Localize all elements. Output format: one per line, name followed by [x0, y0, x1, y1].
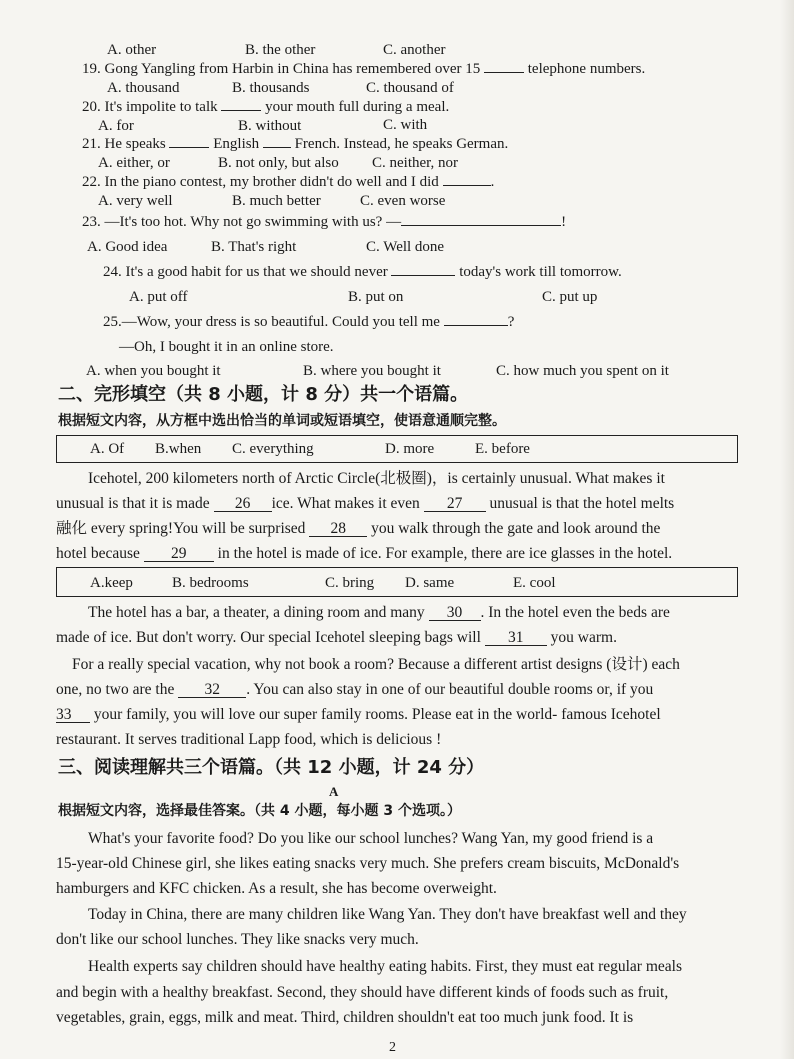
- word-box-1: [56, 435, 738, 463]
- q22-option-a: A. very well: [98, 193, 173, 209]
- q21-option-a: A. either, or: [98, 155, 170, 171]
- q20-option-c: C. with: [383, 117, 428, 133]
- word-box-1-item: A. Of: [90, 441, 125, 457]
- q24-option-b: B. put on: [348, 289, 404, 305]
- cloze-paragraph-1-line-3: 融化 every spring!You will be surprised 28 you walk through the gate and look around the: [56, 520, 661, 537]
- q18-option-a: A. other: [107, 42, 157, 58]
- word-box-2-item: C. bring: [325, 575, 375, 591]
- word-box-2-item: A.keep: [90, 575, 133, 591]
- reading-a-p3-line-1: Health experts say children should have healthy eating habits. First, they must eat regular meals: [88, 958, 683, 975]
- section-3-instruction: 根据短文内容，选择最佳答案。（共 4 小题，每小题 3 个选项。）: [58, 803, 461, 819]
- q25-reply: —Oh, I bought it in an online store.: [119, 339, 334, 355]
- word-box-1-item: E. before: [475, 441, 530, 457]
- reading-a-p1-line-1: What's your favorite food? Do you like our school lunches? Wang Yan, my good friend is a: [88, 830, 654, 847]
- q25-option-b: B. where you bought it: [303, 363, 441, 379]
- blank-32: 32: [178, 683, 246, 698]
- word-box-1-item: C. everything: [232, 441, 314, 457]
- blank-29: 29: [144, 547, 214, 562]
- section-2-instruction: 根据短文内容，从方框中选出恰当的单词或短语填空，使语意通顺完整。: [58, 413, 506, 429]
- word-box-1-item: B.when: [155, 441, 202, 457]
- q21-option-c: C. neither, nor: [372, 155, 459, 171]
- q23-option-c: C. Well done: [366, 239, 445, 255]
- cloze-paragraph-3-line-1: For a really special vacation, why not book a room? Because a different artist designs (设计) each: [72, 656, 680, 673]
- q22-option-b: B. much better: [232, 193, 321, 209]
- cloze-paragraph-3-line-4: restaurant. It serves traditional Lapp food, which is delicious !: [56, 731, 442, 748]
- section-2-title: 二、完形填空（共 8 小题，计 8 分）共一个语篇。: [58, 384, 469, 405]
- page-number: 2: [389, 1040, 396, 1055]
- cloze-paragraph-1-line-2: unusual is that it is made 26 ice. What makes it even 27 unusual is that the hotel melts: [56, 495, 675, 512]
- q21-option-b: B. not only, but also: [218, 155, 339, 171]
- q18-option-b: B. the other: [245, 42, 316, 58]
- q19-option-a: A. thousand: [107, 80, 180, 96]
- q19-option-c: C. thousand of: [366, 80, 454, 96]
- cloze-paragraph-1-line-1: Icehotel, 200 kilometers north of Arctic Circle(北极圈)，is certainly unusual. What makes it: [88, 470, 665, 487]
- q23-stem: 23. —It's too hot. Why not go swimming with us? — !: [82, 214, 567, 230]
- reading-a-p1-line-2: 15-year-old Chinese girl, she likes eating snacks very much. She prefers cream biscuits, McDonald's: [56, 855, 680, 872]
- cloze-paragraph-3-line-2: one, no two are the 32 . You can also stay in one of our beautiful double rooms or, if you: [56, 681, 654, 698]
- q25-stem: 25.—Wow, your dress is so beautiful. Could you tell me ?: [103, 314, 515, 330]
- cloze-paragraph-2-line-2: made of ice. But don't worry. Our special Icehotel sleeping bags will 31 you warm.: [56, 629, 617, 646]
- reading-a-p2-line-1: Today in China, there are many children like Wang Yan. They don't have breakfast well and they: [88, 906, 687, 923]
- q25-option-c: C. how much you spent on it: [496, 363, 669, 379]
- reading-a-p1-line-3: hamburgers and KFC chicken. As a result, she has become overweight.: [56, 880, 497, 897]
- q20-option-a: A. for: [98, 118, 134, 134]
- blank-27: 27: [424, 497, 486, 512]
- page-edge-shadow: [780, 0, 794, 1059]
- q20-option-b: B. without: [238, 118, 302, 134]
- blank-28: 28: [309, 522, 367, 537]
- q24-stem: 24. It's a good habit for us that we should never today's work till tomorrow.: [103, 264, 622, 280]
- word-box-2-item: D. same: [405, 575, 455, 591]
- q19-option-b: B. thousands: [232, 80, 310, 96]
- q22-option-c: C. even worse: [360, 193, 446, 209]
- q24-option-c: C. put up: [542, 289, 598, 305]
- reading-a-p3-line-2: and begin with a healthy breakfast. Second, they should have different kinds of foods such as fruit,: [56, 984, 669, 1001]
- q24-option-a: A. put off: [129, 289, 188, 305]
- section-3-title: 三、阅读理解共三个语篇。（共 12 小题，计 24 分）: [58, 757, 485, 778]
- word-box-2-item: B. bedrooms: [172, 575, 249, 591]
- blank-26: 26: [214, 497, 272, 512]
- word-box-1-item: D. more: [385, 441, 435, 457]
- reading-a-p2-line-2: don't like our school lunches. They like snacks very much.: [56, 931, 419, 948]
- word-box-2: [56, 567, 738, 597]
- q22-stem: 22. In the piano contest, my brother didn't do well and I did .: [82, 174, 495, 190]
- cloze-paragraph-3-line-3: 33 your family, you will love our super family rooms. Please eat in the world- famous Icehotel: [56, 706, 661, 723]
- cloze-paragraph-2-line-1: The hotel has a bar, a theater, a dining room and many 30 . In the hotel even the beds are: [88, 604, 670, 621]
- q25-option-a: A. when you bought it: [86, 363, 221, 379]
- q23-option-a: A. Good idea: [87, 239, 168, 255]
- reading-a-p3-line-3: vegetables, grain, eggs, milk and meat. Third, children shouldn't eat too much junk food. It is: [56, 1009, 634, 1026]
- blank-33: 33: [56, 708, 90, 723]
- q21-stem: 21. He speaks English French. Instead, he speaks German.: [82, 136, 509, 152]
- cloze-paragraph-1-line-4: hotel because 29 in the hotel is made of ice. For example, there are ice glasses in the hotel.: [56, 545, 673, 562]
- blank-31: 31: [485, 631, 547, 646]
- passage-a-label: A: [329, 784, 339, 799]
- q19-stem: 19. Gong Yangling from Harbin in China has remembered over 15 telephone numbers.: [82, 61, 646, 77]
- word-box-2-item: E. cool: [513, 575, 556, 591]
- q23-option-b: B. That's right: [211, 239, 297, 255]
- blank-30: 30: [429, 606, 481, 621]
- q20-stem: 20. It's impolite to talk your mouth full during a meal.: [82, 99, 450, 115]
- q18-option-c: C. another: [383, 42, 446, 58]
